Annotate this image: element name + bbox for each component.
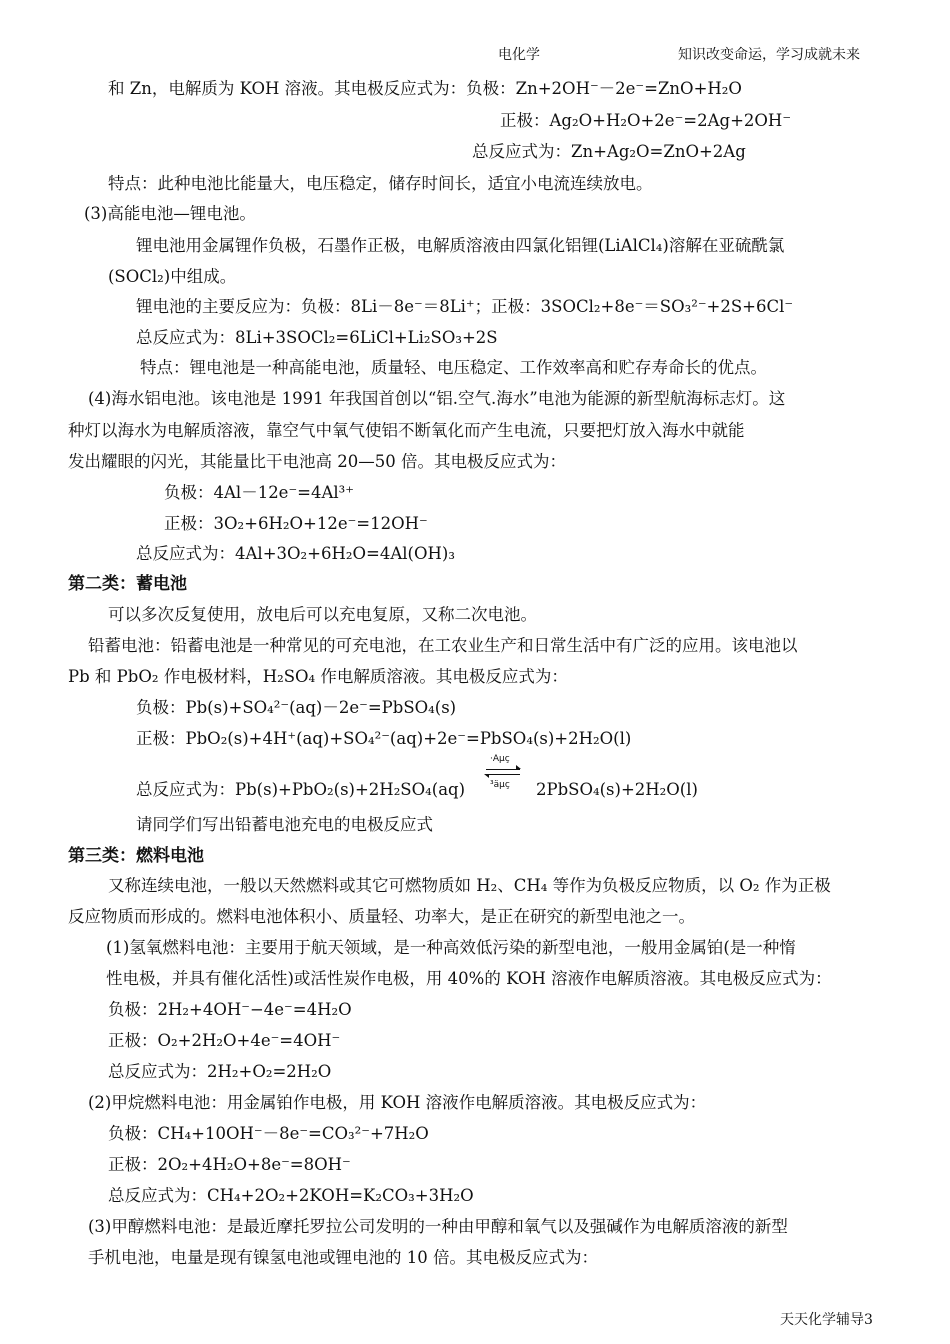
text-line: (4)海水铝电池。该电池是 1991 年我国首创以“铝.空气.海水”电池为能源的新型航海标志灯。这: [88, 389, 786, 408]
section-heading: 第二类：蓄电池: [68, 574, 187, 594]
section-heading: 第三类：燃料电池: [68, 846, 204, 866]
text-line: 性电极，并具有催化活性)或活性炭作电极，用 40%的 KOH 溶液作电解质溶液。其电极反应式为：: [106, 969, 832, 988]
text-line: (3)甲醇燃料电池：是最近摩托罗拉公司发明的一种由甲醇和氧气以及强碱作为电解质溶液的新型: [88, 1217, 788, 1236]
text-line: Pb 和 PbO₂ 作电极材料，H₂SO₄ 作电解质溶液。其电极反应式为：: [68, 667, 568, 686]
text-line: 特点：此种电池比能量大，电压稳定，储存时间长，适宜小电流连续放电。: [108, 174, 653, 193]
text-line: 种灯以海水为电解质溶液，靠空气中氧气使铝不断氧化而产生电流，只要把灯放入海水中就能: [68, 421, 745, 440]
text-line: 负极：2H₂+4OH⁻−4e⁻=4H₂O: [108, 1000, 352, 1019]
text-line: 反应物质而形成的。燃料电池体积小、质量轻、功率大，是正在研究的新型电池之一。: [68, 907, 695, 926]
text-line: 锂电池用金属锂作负极，石墨作正极，电解质溶液由四氯化铝锂(LiAlCl₄)溶解在亚硫酰氯: [136, 236, 785, 255]
text-line: (2)甲烷燃料电池：用金属铂作电极，用 KOH 溶液作电解质溶液。其电极反应式为：: [88, 1093, 707, 1112]
text-line: 可以多次反复使用，放电后可以充电复原，又称二次电池。: [108, 605, 537, 624]
text-line: 正极：2O₂+4H₂O+8e⁻=8OH⁻: [108, 1155, 351, 1174]
text-line: 总反应式为：Pb(s)+PbO₂(s)+2H₂SO₄(aq): [136, 780, 466, 799]
arrow-top-label: ·Aµç: [490, 754, 510, 764]
forward-arrow-line: [486, 769, 520, 770]
text-line: 负极：Pb(s)+SO₄²⁻(aq)－2e⁻=PbSO₄(s): [136, 698, 457, 717]
text-line: 又称连续电池，一般以天然燃料或其它可燃物质如 H₂、CH₄ 等作为负极反应物质，以 O₂ 作为正极: [108, 876, 831, 895]
text-line: 手机电池，电量是现有镍氢电池或锂电池的 10 倍。其电极反应式为：: [88, 1248, 598, 1267]
header-motto: 知识改变命运，学习成就未来: [678, 47, 860, 63]
text-line: 铅蓄电池：铅蓄电池是一种常见的可充电池，在工农业生产和日常生活中有广泛的应用。该电池以: [88, 636, 798, 655]
reversible-reaction-arrow: [484, 754, 524, 794]
text-line: 正极：PbO₂(s)+4H⁺(aq)+SO₄²⁻(aq)+2e⁻=PbSO₄(s)+2H₂O(l): [136, 729, 632, 748]
text-line: (3)高能电池—锂电池。: [84, 204, 256, 223]
reverse-arrow-head: [484, 774, 489, 778]
text-line: 总反应式为：4Al+3O₂+6H₂O=4Al(OH)₃: [136, 544, 455, 563]
text-line: 正极：Ag₂O+H₂O+2e⁻=2Ag+2OH⁻: [500, 111, 792, 130]
text-line: 负极：CH₄+10OH⁻－8e⁻=CO₃²⁻+7H₂O: [108, 1124, 429, 1143]
text-line: 和 Zn，电解质为 KOH 溶液。其电极反应式为：负极：Zn+2OH⁻－2e⁻=ZnO+H₂O: [108, 79, 742, 98]
text-line: 总反应式为：Zn+Ag₂O=ZnO+2Ag: [472, 142, 746, 161]
text-line: 正极：3O₂+6H₂O+12e⁻=12OH⁻: [164, 514, 428, 533]
header-subject: 电化学: [498, 47, 540, 63]
text-line: 总反应式为：8Li+3SOCl₂=6LiCl+Li₂SO₃+2S: [136, 328, 498, 347]
text-line: 请同学们写出铅蓄电池充电的电极反应式: [136, 815, 433, 834]
text-line: 正极：O₂+2H₂O+4e⁻=4OH⁻: [108, 1031, 341, 1050]
text-line: (1)氢氧燃料电池：主要用于航天领域，是一种高效低污染的新型电池，一般用金属铂(是一种惰: [106, 938, 796, 957]
forward-arrow-head: [516, 765, 521, 769]
text-line: 总反应式为：CH₄+2O₂+2KOH=K₂CO₃+3H₂O: [108, 1186, 474, 1205]
text-line: 总反应式为：2H₂+O₂=2H₂O: [108, 1062, 332, 1081]
text-line: 2PbSO₄(s)+2H₂O(l): [536, 780, 698, 799]
text-line: 特点：锂电池是一种高能电池，质量轻、电压稳定、工作效率高和贮存寿命长的优点。: [140, 358, 767, 377]
text-line: (SOCl₂)中组成。: [108, 267, 237, 286]
text-line: 负极：4Al－12e⁻=4Al³⁺: [164, 483, 354, 502]
reverse-arrow-line: [486, 774, 520, 775]
page-footer: 天天化学辅导3: [780, 1312, 873, 1328]
text-line: 发出耀眼的闪光，其能量比干电池高 20—50 倍。其电极反应式为：: [68, 452, 566, 471]
text-line: 锂电池的主要反应为：负极：8Li－8e⁻＝8Li⁺；正极：3SOCl₂+8e⁻＝SO₃²⁻+2S+6Cl⁻: [136, 297, 794, 316]
arrow-bottom-label: ³äµç: [490, 780, 510, 790]
